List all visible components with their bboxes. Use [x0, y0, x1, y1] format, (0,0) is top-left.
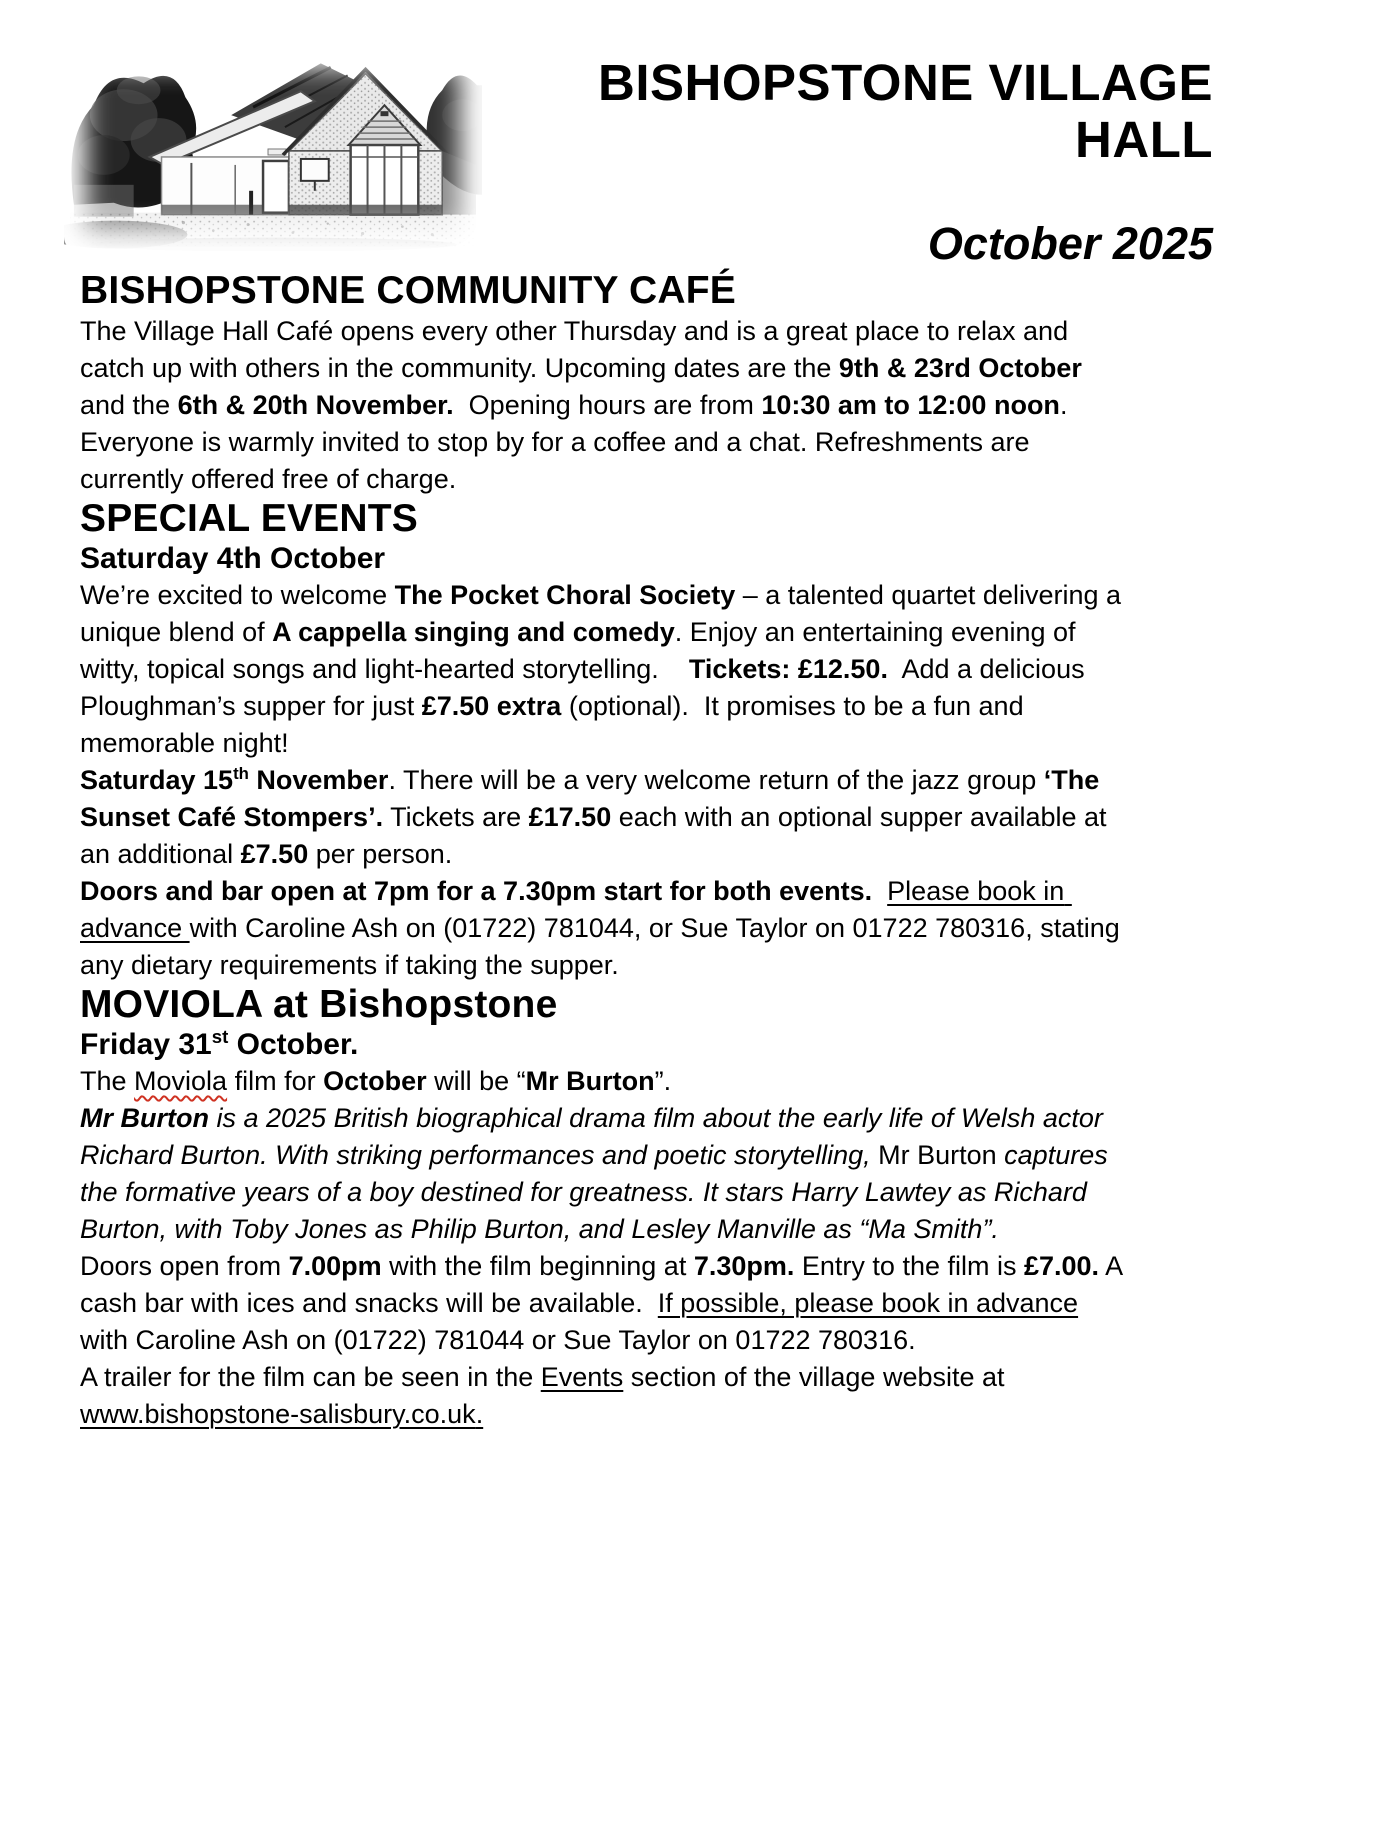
website-period: .: [475, 1398, 484, 1429]
issue-date: October 2025: [927, 218, 1213, 270]
moviola-intro-paragraph: The Moviola film for October will be “Mr Burton”.: [80, 1065, 672, 1096]
header: [0, 0, 1396, 270]
newsletter-body: [80, 270, 1128, 1433]
masthead: [482, 45, 1213, 270]
event2-paragraph: Saturday 15th November. There will be a very welcome return of the jazz group ‘The Sunset Café Stompers’. Tickets are £17.50 each with an optional supper available at an additional £7.50 per person.: [80, 764, 1115, 869]
booking-paragraph: Doors and bar open at 7pm for a 7.30pm start for both events. Please book in advance with Caroline Ash on (01722) 781044, or Sue Taylor on 01722 780316, stating any dietary requirements if taking the supper.: [80, 876, 1128, 980]
page-title-line1: BISHOPSTONE VILLAGE: [598, 54, 1213, 111]
moviola-synopsis-paragraph: Mr Burton is a 2025 British biographical drama film about the early life of Welsh actor Richard Burton. With striking performances and poetic storytelling, Mr Burton captures the formative years of a boy destined for greatness. It stars Harry Lawtey as Richard Burton, with Toby Jones as Philip Burton, and Lesley Manville as “Ma Smith”.: [80, 1102, 1116, 1244]
cafe-paragraph: The Village Hall Café opens every other Thursday and is a great place to relax and catch up with others in the community. Upcoming dates are the 9th & 23rd October and the 6th & 20th November. Opening hours are from 10:30 am to 12:00 noon. Everyone is warmly invited to stop by for a coffee and a chat. Refreshments are currently offered free of charge.: [80, 316, 1090, 495]
event1-paragraph: We’re excited to welcome The Pocket Choral Society – a talented quartet delivering a unique blend of A cappella singing and comedy. Enjoy an entertaining evening of witty, topical songs and light-hearted storytelling. Tickets: £12.50. Add a delicious Ploughman’s supper for just £7.50 extra (optional). It promises to be a fun and memorable night!: [80, 580, 1129, 758]
village-hall-sketch: [64, 45, 482, 251]
trailer-paragraph: [80, 1359, 1128, 1433]
special-events-heading: SPECIAL EVENTS: [80, 497, 418, 541]
cafe-section-heading: BISHOPSTONE COMMUNITY CAFÉ: [80, 269, 736, 313]
moviola-details-paragraph: Doors open from 7.00pm with the film beginning at 7.30pm. Entry to the film is £7.00. A cash bar with ices and snacks will be available. If possible, please book in advance with Caroline Ash on (01722) 781044 or Sue Taylor on 01722 780316.: [80, 1250, 1130, 1355]
trailer-text: A trailer for the film can be seen in the Events section of the village website at: [80, 1361, 1013, 1392]
moviola-date-heading: Friday 31st October.: [80, 1025, 359, 1061]
event1-date-heading: Saturday 4th October: [80, 542, 386, 575]
moviola-section-heading: MOVIOLA at Bishopstone: [80, 983, 558, 1026]
village-hall-photo: [64, 45, 482, 251]
page-title-line2: HALL: [1075, 110, 1213, 168]
website-link[interactable]: www.bishopstone-salisbury.co.uk: [80, 1398, 476, 1429]
